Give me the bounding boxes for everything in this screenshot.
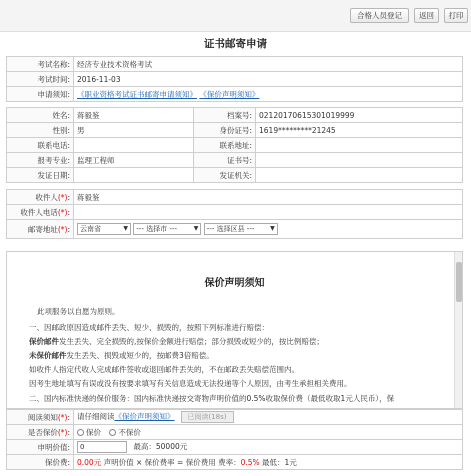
exam-name-label: 考试名称: [7, 57, 74, 72]
exam-name-row [7, 57, 463, 72]
exam-time-row [7, 72, 463, 87]
exam-info-table [6, 56, 463, 102]
notice-line: 一、因邮政原因造成邮件丢失、短少、损毁的，按照下列标准进行赔偿： [29, 323, 269, 332]
insure-options [74, 425, 463, 440]
recipient-table [6, 189, 463, 239]
phone-value [74, 138, 194, 153]
notice-line: 未保价邮件发生丢失、损毁或短少的，按邮费3倍赔偿。 [29, 351, 214, 360]
cert-no-label: 证书号: [194, 153, 256, 168]
notice-row [7, 87, 463, 102]
notice-line: 此项服务以自愿为原则。 [37, 307, 120, 316]
gender-label: 性别: [7, 123, 74, 138]
notice-line: 如收件人指定代收人完成邮件签收或退回邮件丢失的，不在邮政丢失赔偿范围内。 [29, 365, 299, 374]
declared-value-label: 申明价值: [7, 440, 74, 455]
city-select[interactable]: --- 选择市 --- ▼ [133, 223, 201, 235]
insurance-notice-link[interactable]: 《保价声明须知》 [199, 89, 260, 99]
file-no-label: 档案号: [194, 108, 256, 123]
gender-value: 男 [74, 123, 194, 138]
province-select[interactable]: 云南省 ▼ [77, 223, 131, 235]
phone-label: 联系电话: [7, 138, 74, 153]
issue-date-label: 发证日期: [7, 168, 74, 183]
name-label: 姓名: [7, 108, 74, 123]
major-label: 报考专业: [7, 153, 74, 168]
chevron-down-icon: ▼ [123, 225, 128, 232]
fee-cell [74, 455, 463, 470]
page-title: 证书邮寄申请 [204, 38, 267, 50]
notice-line: 保价邮件发生丢失、完全损毁的,按保价金额进行赔偿；部分损毁或短少的，按比例赔偿； [29, 337, 324, 346]
file-no-value: 02120170615301019999 [256, 108, 463, 123]
issue-date-value [74, 168, 194, 183]
address-value [256, 138, 463, 153]
exam-name-value: 经济专业技术资格考试 [74, 57, 463, 72]
declared-value-input[interactable]: 0 [77, 441, 127, 453]
recipient-name-field[interactable]: 蒋毅鉴 [74, 190, 463, 205]
insure-label: 是否保价(*): [7, 425, 74, 440]
qualified-register-button[interactable]: 合格人员登记 [350, 8, 409, 23]
insure-yes-radio[interactable] [77, 429, 84, 436]
print-button[interactable]: 打印 [444, 8, 468, 23]
major-value: 监理工程师 [74, 153, 194, 168]
chevron-down-icon: ▼ [270, 225, 275, 232]
mail-notice-link[interactable]: 《职业资格考试证书邮寄申请须知》 [77, 89, 197, 99]
reading-prefix: 请仔细阅读 [77, 412, 115, 421]
top-toolbar [0, 0, 471, 32]
chevron-down-icon: ▼ [193, 225, 199, 232]
recipient-phone-label: 收件人电话(*): [7, 205, 74, 220]
insure-yes-label: 保价 [86, 427, 101, 437]
insurance-notice-box[interactable] [6, 251, 463, 409]
issuer-value [256, 168, 463, 183]
notice-line: 二、国内标准快递的保价服务：国内标准快递按交寄物声明价值的0.5%收取保价费（最低收取1元人民币），保 [29, 394, 395, 403]
notice-label: 申请须知: [7, 87, 74, 102]
issuer-label: 发证机关: [194, 168, 256, 183]
back-button[interactable]: 返回 [414, 8, 439, 23]
exam-time-value: 2016-11-03 [74, 72, 463, 87]
read-confirm-button[interactable]: 已阅读(18s) [181, 411, 234, 423]
district-select[interactable]: --- 选择区县 --- ▼ [204, 223, 278, 235]
id-label: 身份证号: [194, 123, 256, 138]
recipient-phone-field[interactable] [74, 205, 463, 220]
fee-min-text: 最低：1元 [262, 457, 297, 467]
insure-no-label: 不保价 [118, 427, 141, 437]
fee-label: 保价费: [7, 455, 74, 470]
declared-max-text: 最高：50000元 [133, 442, 188, 451]
notice-scrollbar[interactable] [454, 252, 462, 408]
recipient-name-label: 收件人(*): [7, 190, 74, 205]
fee-amount: 0.00元 [77, 457, 102, 467]
insure-no-radio[interactable] [109, 429, 116, 436]
declared-value-cell [74, 440, 463, 455]
address-label: 联系地址: [194, 138, 256, 153]
mail-address-selects [74, 220, 463, 239]
scrollbar-thumb[interactable] [456, 262, 462, 302]
cert-no-value [256, 153, 463, 168]
reading-cell [74, 410, 463, 425]
notice-line: 因考生地址填写有误或没有按要求填写有关信息造成无法投递等个人原因，由考生承担相关费用。 [29, 379, 352, 388]
fee-rate: 0.5% [240, 457, 260, 467]
notice-title: 保价声明须知 [204, 278, 265, 289]
notice-links [74, 87, 463, 102]
name-value: 蒋毅鉴 [74, 108, 194, 123]
person-info-table [6, 107, 463, 183]
reading-notice-link[interactable]: 《保价声明须知》 [114, 412, 175, 421]
reading-label: 阅读须知(*): [7, 410, 74, 425]
mail-address-label: 邮寄地址(*): [7, 220, 74, 239]
insurance-form-table [6, 409, 463, 470]
exam-time-label: 考试时间: [7, 72, 74, 87]
id-value: 1619*********21245 [256, 123, 463, 138]
fee-formula: 声明价值 × 保价费率 = 保价费用 费率： [103, 457, 241, 467]
